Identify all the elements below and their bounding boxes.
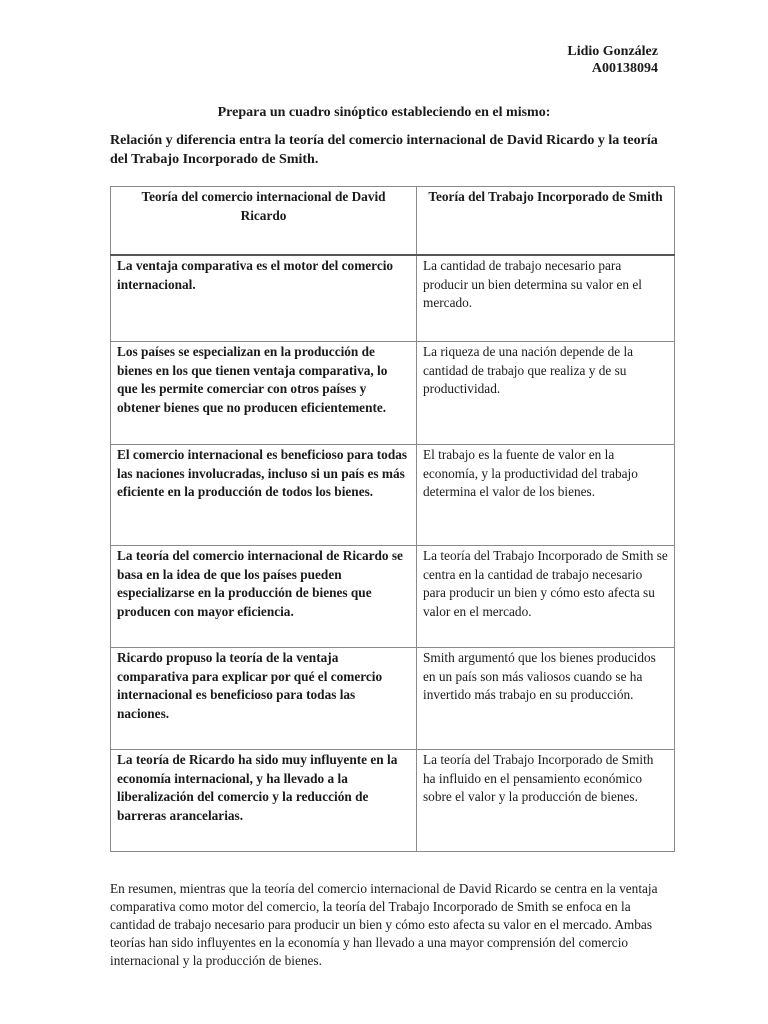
header-smith: Teoría del Trabajo Incorporado de Smith: [417, 187, 675, 256]
smith-cell: Smith argumentó que los bienes producidos en un país son más valiosos cuando se ha invertido más trabajo en su producción.: [417, 648, 675, 750]
smith-cell: La teoría del Trabajo Incorporado de Smith ha influido en el pensamiento económico sobre el valor y la producción de bienes.: [417, 750, 675, 852]
smith-cell: La teoría del Trabajo Incorporado de Smith se centra en la cantidad de trabajo necesario para producir un bien y cómo esto afecta su valor en el mercado.: [417, 546, 675, 648]
summary-paragraph: En resumen, mientras que la teoría del comercio internacional de David Ricardo se centra en la ventaja comparativa como motor del comercio, la teoría del Trabajo Incorporado de Smith se enfoca en la cantidad de trabajo necesario para producir un bien y cómo esto afecta su valor en el mercado. Ambas teorías han sido influyentes en la economía y han llevado a una mayor comprensión del comercio internacional y la producción de bienes.: [110, 881, 658, 968]
smith-cell: La cantidad de trabajo necesario para producir un bien determina su valor en el mercado.: [417, 255, 675, 342]
ricardo-cell: La teoría de Ricardo ha sido muy influyente en la economía internacional, y ha llevado a la liberalización del comercio y la reducción de barreras arancelarias.: [111, 750, 417, 852]
table-header-row: [111, 187, 675, 256]
ricardo-cell: Los países se especializan en la producción de bienes en los que tienen ventaja comparativa, lo que les permite comerciar con otros países y obtener bienes que no producen eficientemente.: [111, 342, 417, 445]
author-name: Lidio González: [567, 44, 658, 59]
synoptic-table: [110, 186, 675, 852]
header-ricardo: Teoría del comercio internacional de David Ricardo: [111, 187, 417, 256]
author-block: [567, 43, 658, 77]
smith-cell: El trabajo es la fuente de valor en la economía, y la productividad del trabajo determina el valor de los bienes.: [417, 445, 675, 546]
table-row: [111, 750, 675, 852]
document-subtitle: Relación y diferencia entra la teoría del comercio internacional de David Ricardo y la teoría del Trabajo Incorporado de Smith.: [110, 133, 658, 167]
ricardo-cell: La ventaja comparativa es el motor del comercio internacional.: [111, 255, 417, 342]
smith-cell: La riqueza de una nación depende de la cantidad de trabajo que realiza y de su productividad.: [417, 342, 675, 445]
table-row: [111, 445, 675, 546]
table-row: [111, 648, 675, 750]
table-row: [111, 255, 675, 342]
instruction-heading: Prepara un cuadro sinóptico estableciendo en el mismo:: [217, 105, 551, 120]
ricardo-cell: Ricardo propuso la teoría de la ventaja comparativa para explicar por qué el comercio internacional es beneficioso para todas las naciones.: [111, 648, 417, 750]
ricardo-cell: La teoría del comercio internacional de Ricardo se basa en la idea de que los países pueden especializarse en la producción de bienes que producen con mayor eficiencia.: [111, 546, 417, 648]
author-id: A00138094: [591, 61, 658, 76]
ricardo-cell: El comercio internacional es beneficioso para todas las naciones involucradas, incluso si un país es más eficiente en la producción de todos los bienes.: [111, 445, 417, 546]
table-row: [111, 546, 675, 648]
table-row: [111, 342, 675, 445]
